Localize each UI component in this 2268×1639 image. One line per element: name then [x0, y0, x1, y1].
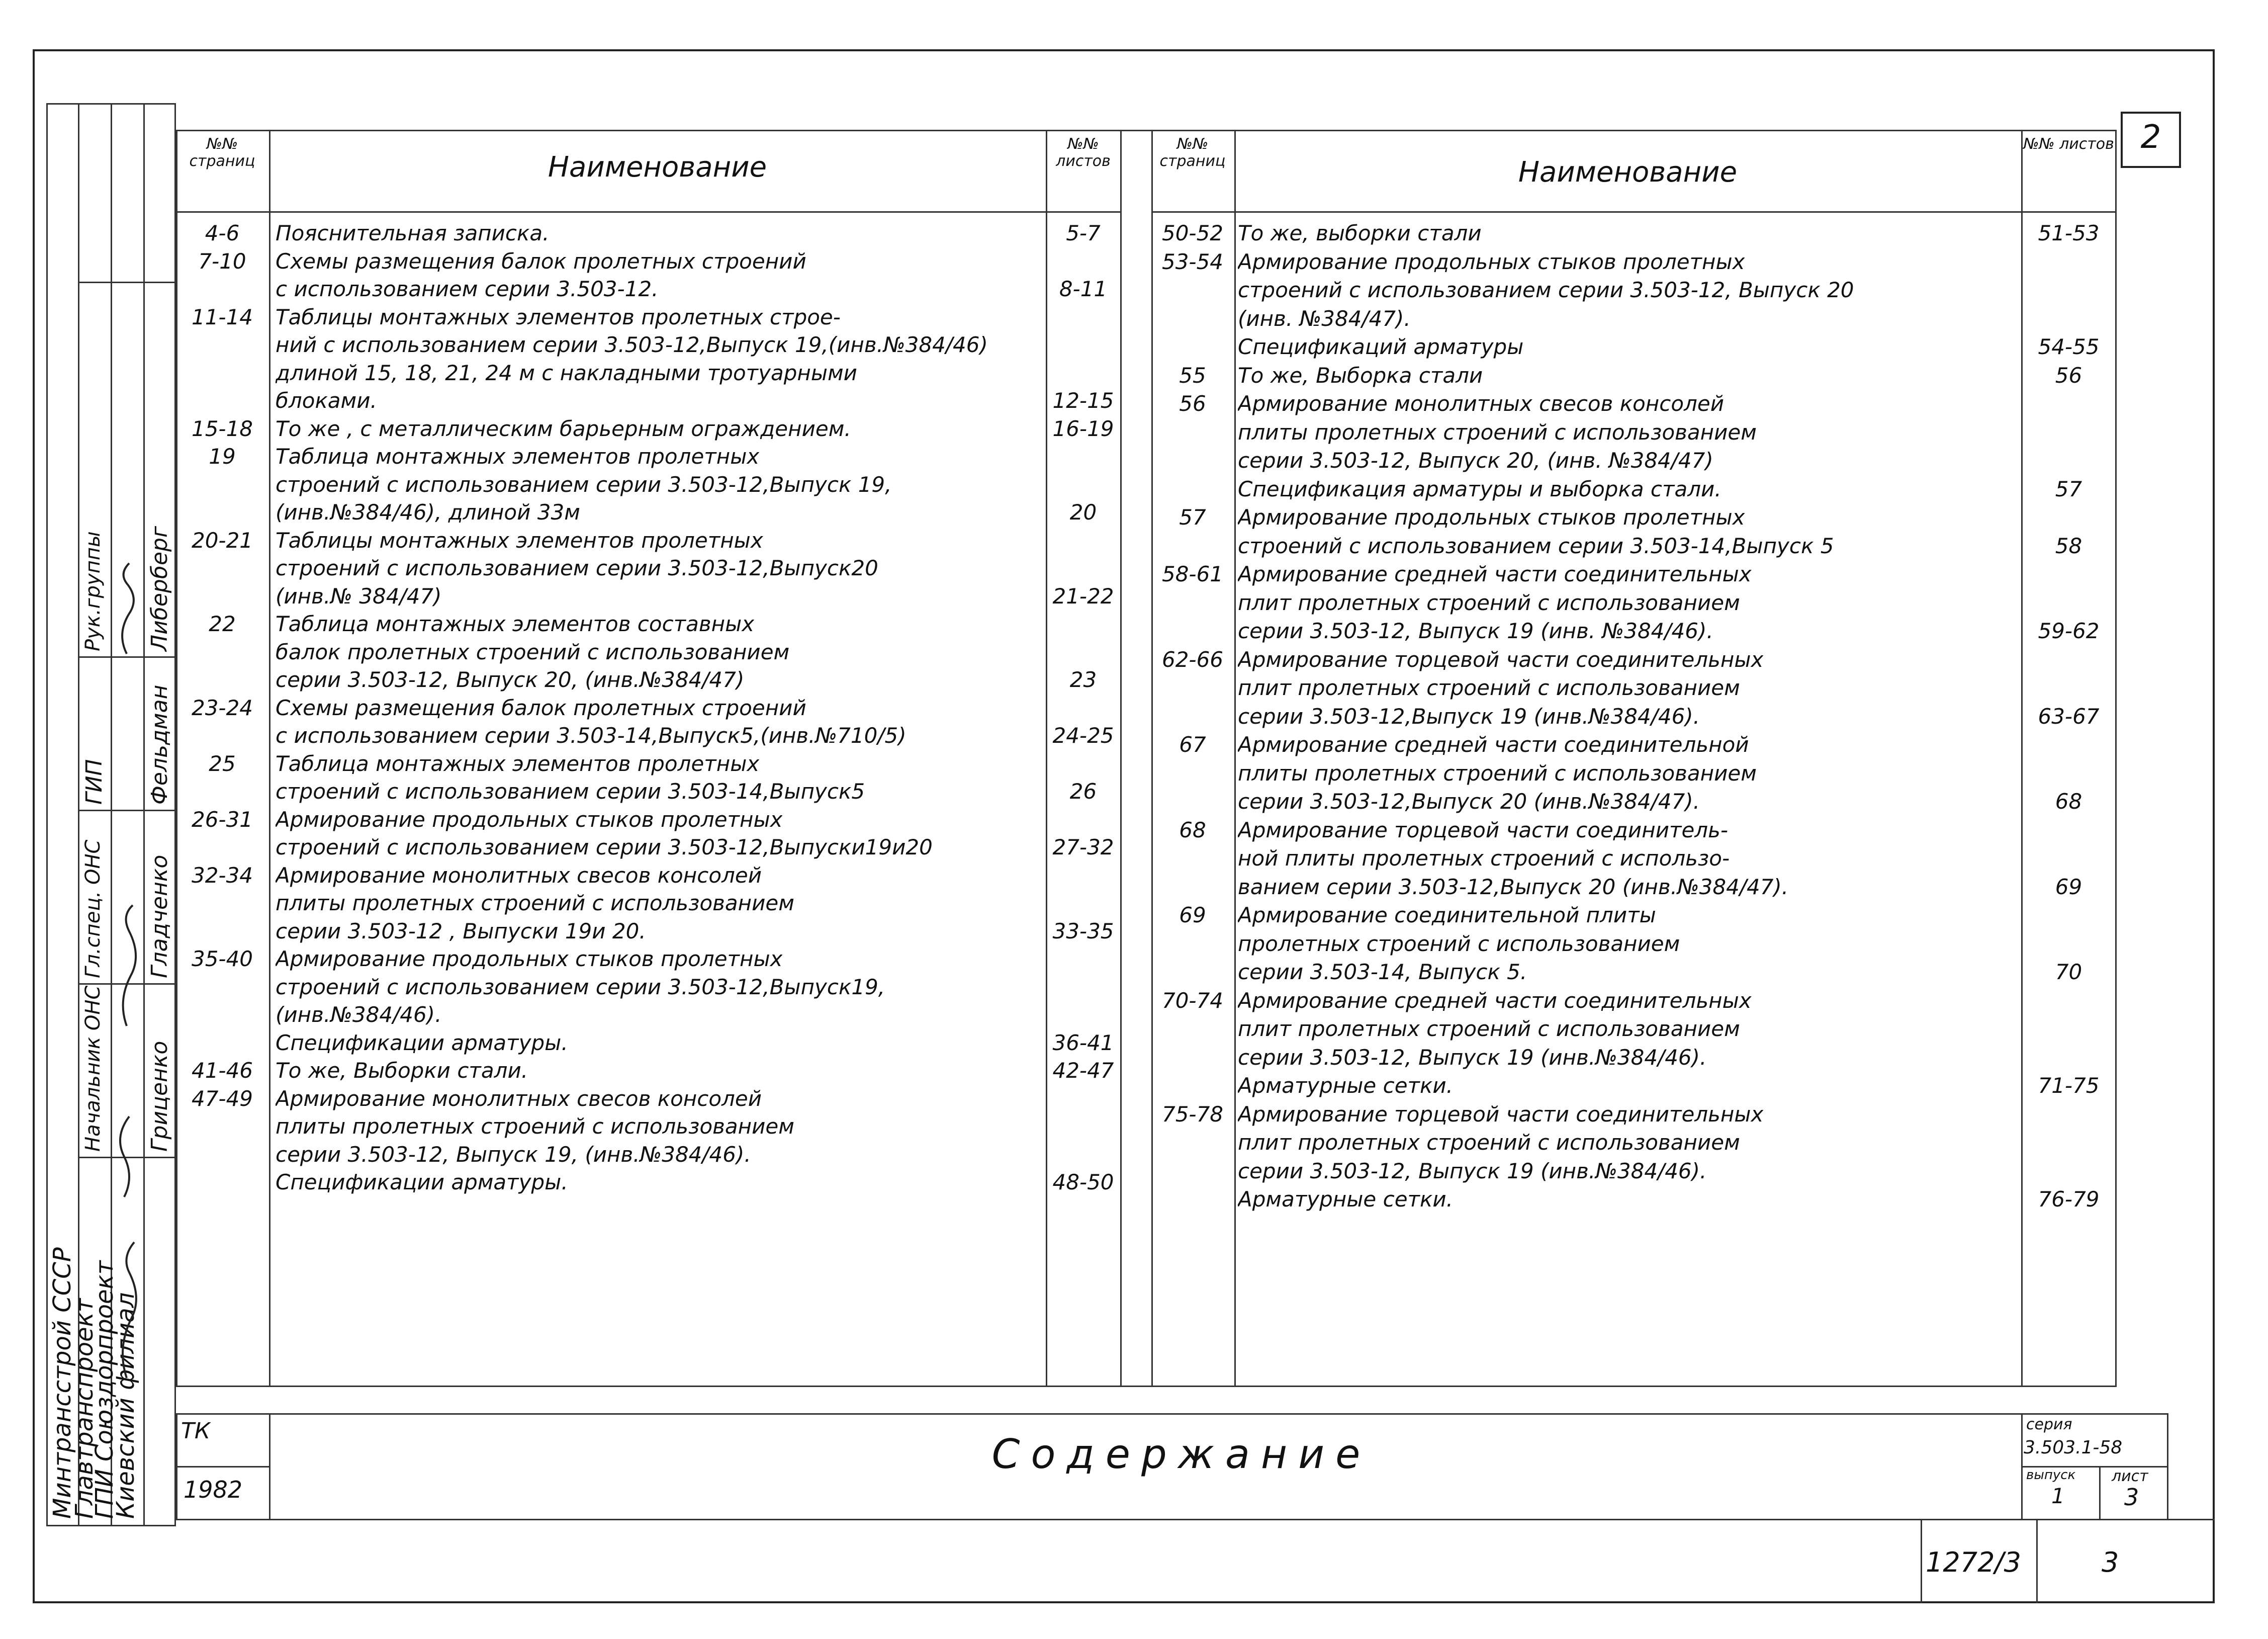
- row-sheets: 56: [2055, 363, 2082, 388]
- series-label: серия: [2026, 1416, 2072, 1433]
- stamp-name-1: Гриценко: [147, 1041, 172, 1152]
- stamp-role-2: Гл.спец. ОНС: [81, 839, 105, 978]
- row-pages: 68: [1179, 817, 1206, 842]
- row-name-line: Схемы размещения балок пролетных строений: [276, 695, 806, 720]
- row-name-line: плит пролетных строений с использованием: [1238, 1016, 1740, 1041]
- row-sheets: 26: [1069, 779, 1097, 804]
- row-sheets: 20: [1069, 500, 1097, 525]
- row-sheets: 58: [2055, 533, 2082, 558]
- left-col-name-header: Наименование: [548, 151, 767, 184]
- right-col-sheets-header: №№ листов: [2023, 135, 2114, 153]
- row-name-line: Армирование средней части соединительных: [1238, 988, 1752, 1013]
- row-name-line: плиты пролетных строений с использованием: [276, 891, 794, 915]
- row-name-line: Таблица монтажных элементов пролетных: [276, 751, 760, 776]
- inventory-number: 1272/3: [1926, 1546, 2021, 1578]
- row-name-line: серии 3.503-12, Выпуск 19 (инв.№384/46).: [1238, 1045, 1707, 1070]
- stamp-org-1: Минтрансстрой СССР: [48, 1247, 76, 1519]
- row-name-line: строений с использованием серии 3.503-12, Выпуск 20: [1238, 278, 1854, 302]
- row-name-line: длиной 15, 18, 21, 24 м с накладными тротуарными: [276, 360, 857, 385]
- row-name-line: плиты пролетных строений с использованием: [1238, 419, 1757, 445]
- row-name-line: То же, Выборки стали.: [276, 1058, 528, 1083]
- stamp-org-2: Главтранспроект: [70, 1298, 99, 1519]
- row-pages: 26-31: [191, 807, 253, 832]
- row-name-line: с использованием серии 3.503-12.: [276, 277, 659, 301]
- row-pages: 4-6: [205, 221, 240, 245]
- row-sheets: 21-22: [1052, 583, 1114, 609]
- row-sheets: 5-7: [1066, 221, 1101, 245]
- row-name-line: серии 3.503-12,Выпуск 19 (инв.№384/46).: [1238, 704, 1700, 729]
- row-name-line: Армирование монолитных свесов консолей: [276, 862, 762, 888]
- row-pages: 50-52: [1161, 221, 1224, 245]
- row-name-line: строений с использованием серии 3.503-12,Выпуск20: [276, 556, 878, 580]
- row-sheets: 70: [2055, 960, 2082, 984]
- row-sheets: 69: [2055, 874, 2082, 899]
- left-col-sheets-header: №№ листов: [1056, 135, 1111, 170]
- right-col-name-header: Наименование: [1518, 156, 1738, 189]
- stamp-name-3: Фельдман: [147, 684, 172, 805]
- row-name-line: пролетных строений с использованием: [1238, 931, 1680, 956]
- row-sheets: 51-53: [2038, 221, 2100, 245]
- year: 1982: [184, 1476, 243, 1503]
- footer-page: 3: [2102, 1546, 2119, 1578]
- row-sheets: 42-47: [1052, 1058, 1114, 1083]
- series-value: 3.503.1-58: [2024, 1437, 2123, 1458]
- row-name-line: Армирование торцевой части соединительных: [1238, 1101, 1764, 1127]
- stamp-role-1: Начальник ОНС: [81, 985, 105, 1152]
- row-name-line: с использованием серии 3.503-14,Выпуск5,(инв.№710/5): [276, 723, 906, 748]
- row-sheets: 8-11: [1059, 277, 1108, 301]
- row-sheets: 76-79: [2038, 1187, 2100, 1212]
- row-name-line: Схемы размещения балок пролетных строений: [276, 248, 806, 274]
- row-sheets: 63-67: [2038, 704, 2100, 729]
- row-pages: 19: [209, 444, 236, 469]
- sheet-label: лист: [2112, 1468, 2148, 1485]
- stamp-role-3: ГИП: [81, 759, 107, 805]
- row-name-line: Арматурные сетки.: [1238, 1187, 1454, 1212]
- left-col-pages-header: №№ страниц: [189, 135, 255, 170]
- sheet-number: 2: [2140, 119, 2161, 156]
- stamp-role-4: Рук.группы: [81, 531, 105, 651]
- row-pages: 20-21: [191, 528, 253, 553]
- row-name-line: плиты пролетных строений с использованием: [1238, 760, 1757, 786]
- row-name-line: (инв.№384/46).: [276, 1002, 442, 1027]
- right-col-pages-header: №№ страниц: [1159, 135, 1226, 170]
- row-name-line: Армирование монолитных свесов консолей: [1238, 391, 1725, 416]
- row-pages: 70-74: [1161, 988, 1224, 1013]
- row-name-line: блоками.: [276, 388, 377, 413]
- row-pages: 47-49: [191, 1086, 253, 1111]
- row-name-line: серии 3.503-12,Выпуск 20 (инв.№384/47).: [1238, 789, 1700, 814]
- row-name-line: Армирование средней части соединительных: [1238, 562, 1752, 586]
- row-name-line: серии 3.503-12, Выпуск 20, (инв.№384/47): [276, 667, 745, 692]
- row-name-line: Спецификаций арматуры: [1238, 334, 1524, 359]
- row-pages: 53-54: [1161, 249, 1224, 274]
- row-sheets: 33-35: [1052, 918, 1114, 943]
- row-pages: 57: [1179, 505, 1206, 530]
- row-name-line: Армирование продольных стыков пролетных: [276, 946, 783, 971]
- row-pages: 35-40: [191, 946, 253, 971]
- row-name-line: строений с использованием серии 3.503-12,Выпуски19и20: [276, 835, 933, 859]
- row-pages: 58-61: [1161, 562, 1224, 586]
- row-name-line: Армирование продольных стыков пролетных: [276, 807, 783, 832]
- tk-label: ТК: [181, 1418, 211, 1444]
- row-name-line: Армирование соединительной плиты: [1238, 903, 1656, 927]
- row-pages: 69: [1179, 903, 1206, 927]
- row-name-line: серии 3.503-12, Выпуск 19, (инв.№384/46).: [276, 1142, 751, 1167]
- row-pages: 75-78: [1161, 1101, 1224, 1127]
- row-pages: 11-14: [191, 304, 253, 329]
- row-pages: 23-24: [191, 695, 253, 720]
- issue-value: 1: [2051, 1484, 2065, 1508]
- row-name-line: Таблица монтажных элементов составных: [276, 612, 755, 636]
- row-name-line: (инв. №384/47).: [1238, 306, 1411, 331]
- stamp-name-4: Либерберг: [147, 526, 172, 651]
- row-name-line: Пояснительная записка.: [276, 221, 550, 245]
- issue-label: выпуск: [2026, 1468, 2076, 1483]
- row-sheets: 59-62: [2038, 619, 2100, 643]
- row-pages: 62-66: [1161, 647, 1224, 672]
- row-sheets: 16-19: [1052, 416, 1114, 441]
- row-name-line: строений с использованием серии 3.503-14,Выпуск 5: [1238, 533, 1834, 558]
- row-sheets: 48-50: [1052, 1170, 1114, 1194]
- row-name-line: Армирование продольных стыков пролетных: [1238, 249, 1745, 274]
- signatures: [112, 282, 144, 1489]
- row-pages: 25: [209, 751, 236, 776]
- row-pages: 22: [209, 612, 236, 636]
- row-name-line: Спецификация арматуры и выборка стали.: [1238, 476, 1721, 501]
- row-pages: 41-46: [191, 1058, 253, 1083]
- row-name-line: Спецификации арматуры.: [276, 1030, 568, 1055]
- row-sheets: 27-32: [1052, 835, 1114, 859]
- row-name-line: серии 3.503-12, Выпуск 20, (инв. №384/47): [1238, 448, 1713, 473]
- row-name-line: строений с использованием серии 3.503-14,Выпуск5: [276, 779, 865, 804]
- row-name-line: балок пролетных строений с использованием: [276, 639, 790, 664]
- row-sheets: 36-41: [1052, 1030, 1114, 1055]
- row-name-line: То же, Выборка стали: [1238, 363, 1483, 388]
- stamp-org-3: ГПИ Союздорпроект: [90, 1260, 119, 1519]
- row-name-line: (инв.№ 384/47): [276, 583, 442, 609]
- row-name-line: Спецификации арматуры.: [276, 1170, 568, 1194]
- row-name-line: плит пролетных строений с использованием: [1238, 675, 1740, 700]
- row-name-line: серии 3.503-12 , Выпуски 19и 20.: [276, 918, 646, 943]
- row-pages: 55: [1179, 363, 1206, 388]
- row-name-line: (инв.№384/46), длиной 33м: [276, 500, 580, 525]
- stamp-name-2: Гладченко: [147, 854, 172, 978]
- row-name-line: Армирование торцевой части соединительных: [1238, 647, 1764, 672]
- row-name-line: Таблица монтажных элементов пролетных: [276, 444, 760, 469]
- row-name-line: серии 3.503-12, Выпуск 19 (инв. №384/46).: [1238, 619, 1713, 643]
- row-sheets: 71-75: [2038, 1073, 2100, 1098]
- row-name-line: Таблицы монтажных элементов пролетных строе-: [276, 304, 841, 329]
- row-pages: 32-34: [191, 862, 253, 888]
- row-name-line: То же , с металлическим барьерным ограждением.: [276, 416, 851, 441]
- sheet-value: 3: [2124, 1484, 2139, 1511]
- row-name-line: серии 3.503-14, Выпуск 5.: [1238, 960, 1527, 984]
- row-pages: 67: [1179, 732, 1206, 757]
- row-name-line: Таблицы монтажных элементов пролетных: [276, 528, 763, 553]
- row-name-line: плит пролетных строений с использованием: [1238, 590, 1740, 615]
- row-name-line: Армирование средней части соединительной: [1238, 732, 1749, 757]
- row-sheets: 57: [2055, 476, 2082, 501]
- row-sheets: 24-25: [1052, 723, 1114, 748]
- row-name-line: строений с использованием серии 3.503-12,Выпуск 19,: [276, 472, 892, 497]
- row-pages: 7-10: [198, 248, 246, 274]
- row-sheets: 23: [1069, 667, 1097, 692]
- row-name-line: ний с использованием серии 3.503-12,Выпуск 19,(инв.№384/46): [276, 332, 988, 357]
- row-sheets: 68: [2055, 789, 2082, 814]
- row-name-line: То же, выборки стали: [1238, 221, 1482, 245]
- row-name-line: Арматурные сетки.: [1238, 1073, 1454, 1098]
- row-name-line: серии 3.503-12, Выпуск 19 (инв.№384/46).: [1238, 1158, 1707, 1183]
- row-name-line: плит пролетных строений с использованием: [1238, 1130, 1740, 1155]
- row-name-line: плиты пролетных строений с использованием: [276, 1114, 794, 1139]
- row-name-line: Армирование продольных стыков пролетных: [1238, 505, 1745, 530]
- row-pages: 15-18: [191, 416, 253, 441]
- row-name-line: строений с использованием серии 3.503-12,Выпуск19,: [276, 974, 885, 999]
- row-name-line: Армирование торцевой части соединитель-: [1238, 817, 1729, 842]
- row-sheets: 54-55: [2038, 334, 2100, 359]
- row-name-line: Армирование монолитных свесов консолей: [276, 1086, 762, 1111]
- row-pages: 56: [1179, 391, 1206, 416]
- row-name-line: ной плиты пролетных строений с использо-: [1238, 846, 1730, 871]
- document-title: Содержание: [991, 1431, 1372, 1478]
- row-sheets: 12-15: [1052, 388, 1114, 413]
- stamp-org-4: Киевский филиал: [112, 1292, 140, 1519]
- row-name-line: ванием серии 3.503-12,Выпуск 20 (инв.№384/47).: [1238, 874, 1789, 899]
